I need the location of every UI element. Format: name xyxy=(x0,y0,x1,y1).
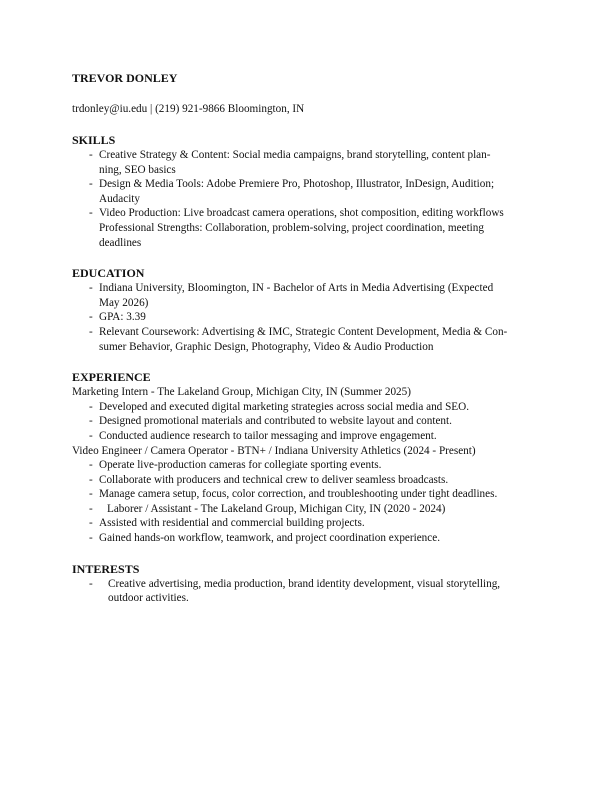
role-bullets xyxy=(72,458,542,546)
bullet-dash: - xyxy=(89,178,93,191)
list-item xyxy=(72,177,542,206)
role-bullets xyxy=(72,400,542,444)
education-coursework: Relevant Coursework: Advertising & IMC, Strategic Content Development, Media & Con- sumer Behavior, Graphic Design, Photography, Video & Audio Production xyxy=(99,325,508,353)
bullet-text: Collaborate with producers and technical crew to deliver seamless broadcasts. xyxy=(99,473,449,486)
list-item xyxy=(72,310,542,325)
bullet-text: Conducted audience research to tailor messaging and improve engagement. xyxy=(99,429,437,442)
list-item xyxy=(72,487,542,502)
candidate-name: TREVOR DONLEY xyxy=(72,71,178,85)
bullet-dash: - xyxy=(89,149,93,161)
list-item xyxy=(72,148,542,177)
list-item xyxy=(72,414,542,429)
bullet-dash: - xyxy=(89,415,93,428)
skills-list xyxy=(72,148,542,250)
list-item xyxy=(72,458,542,473)
list-item xyxy=(72,325,542,354)
skills-heading: SKILLS xyxy=(72,133,116,147)
bullet-dash: - xyxy=(89,282,93,295)
role-title: Video Engineer / Camera Operator - BTN+ / Indiana University Athletics (2024 - Present) xyxy=(72,444,476,457)
list-item xyxy=(72,577,542,606)
interests-text: Creative advertising, media production, brand identity development, visual storytelling, outdoor activities. xyxy=(108,577,501,605)
interests-heading: INTERESTS xyxy=(72,561,140,576)
list-item xyxy=(72,429,542,444)
bullet-text: Laborer / Assistant - The Lakeland Group, Michigan City, IN (2020 - 2024) xyxy=(107,502,446,515)
skill-tools: Design & Media Tools: Adobe Premiere Pro, Photoshop, Illustrator, InDesign, Audition; Audacity xyxy=(99,178,495,205)
experience-heading: EXPERIENCE xyxy=(72,370,151,385)
interests-list xyxy=(72,577,542,606)
bullet-dash: - xyxy=(89,325,93,338)
list-item xyxy=(72,516,542,531)
education-gpa: GPA: 3.39 xyxy=(99,311,146,324)
bullet-dash: - xyxy=(89,473,93,486)
list-item xyxy=(72,473,542,488)
skill-strategy: Creative Strategy & Content: Social media campaigns, brand storytelling, content plan- ning, SEO basics xyxy=(99,149,491,176)
bullet-dash: - xyxy=(89,400,93,413)
bullet-text: Operate live-production cameras for collegiate sporting events. xyxy=(99,459,382,472)
role-title: Marketing Intern - The Lakeland Group, Michigan City, IN (Summer 2025) xyxy=(72,386,411,399)
bullet-text: Gained hands-on workflow, teamwork, and project coordination experience. xyxy=(99,532,440,545)
bullet-dash: - xyxy=(89,502,93,515)
education-heading: EDUCATION xyxy=(72,266,145,281)
bullet-dash: - xyxy=(89,517,93,530)
list-item xyxy=(72,531,542,546)
list-item xyxy=(72,502,542,517)
bullet-dash: - xyxy=(89,459,93,472)
resume-page xyxy=(72,71,542,606)
bullet-text: Assisted with residential and commercial building projects. xyxy=(99,517,365,530)
list-item xyxy=(72,206,542,250)
education-list xyxy=(72,281,542,354)
bullet-dash: - xyxy=(89,577,93,590)
bullet-dash: - xyxy=(89,311,93,324)
bullet-dash: - xyxy=(89,429,93,442)
contact-line: trdonley@iu.edu | (219) 921-9866 Bloomington, IN xyxy=(72,103,305,115)
list-item xyxy=(72,281,542,310)
bullet-dash: - xyxy=(89,532,93,545)
bullet-text: Manage camera setup, focus, color correction, and troubleshooting under tight deadlines. xyxy=(99,488,498,501)
bullet-text: Designed promotional materials and contributed to website layout and content. xyxy=(99,415,452,428)
bullet-dash: - xyxy=(89,488,93,501)
skill-video: Video Production: Live broadcast camera operations, shot composition, editing workflows Professional Strengths: Collaboration, problem-solving, project coordination, meeting deadlines xyxy=(99,207,504,249)
bullet-dash: - xyxy=(89,207,93,220)
bullet-text: Developed and executed digital marketing strategies across social media and SEO. xyxy=(99,400,469,413)
list-item xyxy=(72,400,542,415)
education-degree: Indiana University, Bloomington, IN - Bachelor of Arts in Media Advertising (Expected May 2026) xyxy=(99,282,494,309)
